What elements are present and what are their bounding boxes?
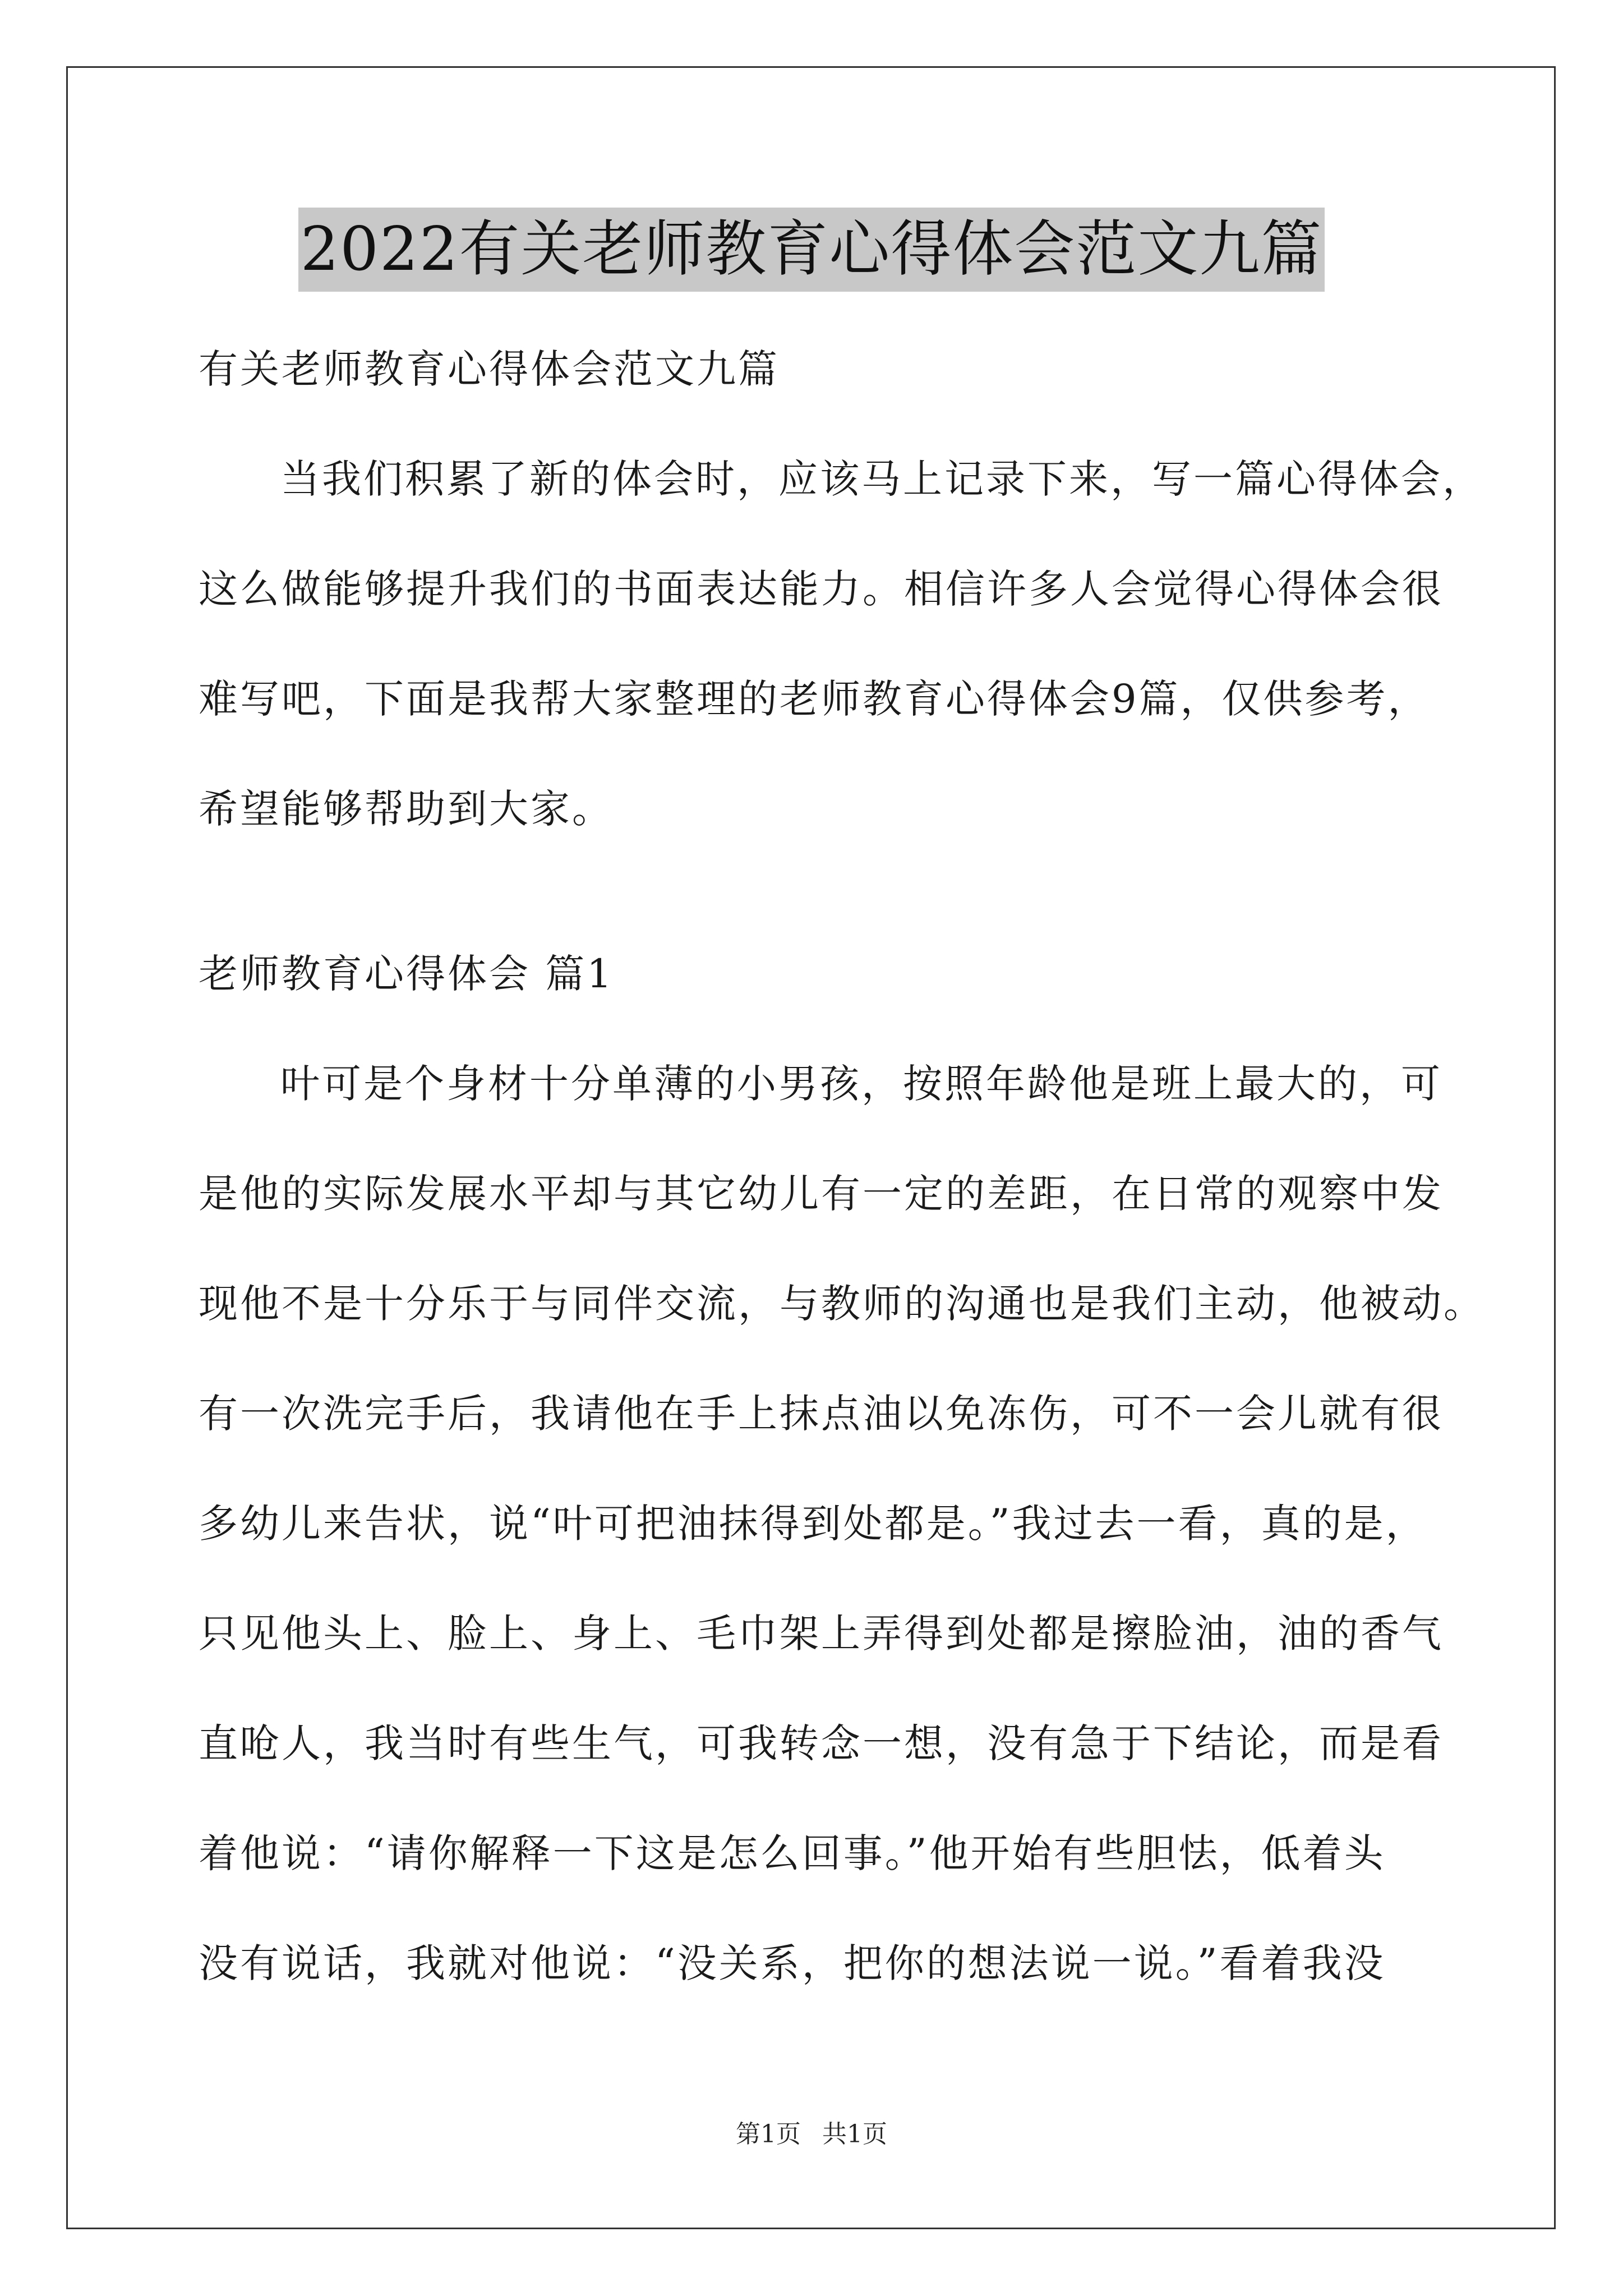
body-line: 着他说：“请你解释一下这是怎么回事。”他开始有些胆怯，低着头 <box>199 1830 1386 1876</box>
intro-line: 这么做能够提升我们的书面表达能力。相信许多人会觉得心得体会很 <box>199 566 1444 612</box>
title-container <box>0 208 1623 292</box>
body-line: 现他不是十分乐于与同伴交流，与教师的沟通也是我们主动，他被动。 <box>199 1281 1485 1327</box>
page-footer <box>0 2114 1623 2150</box>
paragraph-gap <box>199 864 1466 919</box>
body-line: 直呛人，我当时有些生气，可我转念一想，没有急于下结论，而是看 <box>199 1720 1444 1766</box>
document-body <box>199 314 1485 2018</box>
body-line: 多幼儿来告状，说“叶可把油抹得到处都是。”我过去一看，真的是， <box>199 1501 1427 1547</box>
page-number: 第1页 <box>736 2120 801 2148</box>
body-line: 有一次洗完手后，我请他在手上抹点油以免冻伤，可不一会儿就有很 <box>199 1391 1444 1437</box>
body-line: 没有说话，我就对他说：“没关系，把你的想法说一说。”看着我没 <box>199 1940 1386 1986</box>
intro-line: 难写吧，下面是我帮大家整理的老师教育心得体会9篇，仅供参考， <box>199 676 1430 722</box>
document-subtitle: 有关老师教育心得体会范文九篇 <box>199 346 780 392</box>
body-line: 是他的实际发展水平却与其它幼儿有一定的差距，在日常的观察中发 <box>199 1171 1444 1217</box>
body-line: 只见他头上、脸上、身上、毛巾架上弄得到处都是擦脸油，油的香气 <box>199 1611 1444 1657</box>
intro-line: 当我们积累了新的体会时，应该马上记录下来，写一篇心得体会， <box>280 456 1484 502</box>
intro-line: 希望能够帮助到大家。 <box>199 786 614 832</box>
page-total: 共1页 <box>822 2120 887 2148</box>
section-heading: 老师教育心得体会 篇1 <box>199 951 614 997</box>
document-title: 2022有关老师教育心得体会范文九篇 <box>298 208 1325 292</box>
body-line: 叶可是个身材十分单薄的小男孩，按照年龄他是班上最大的，可 <box>280 1061 1442 1107</box>
